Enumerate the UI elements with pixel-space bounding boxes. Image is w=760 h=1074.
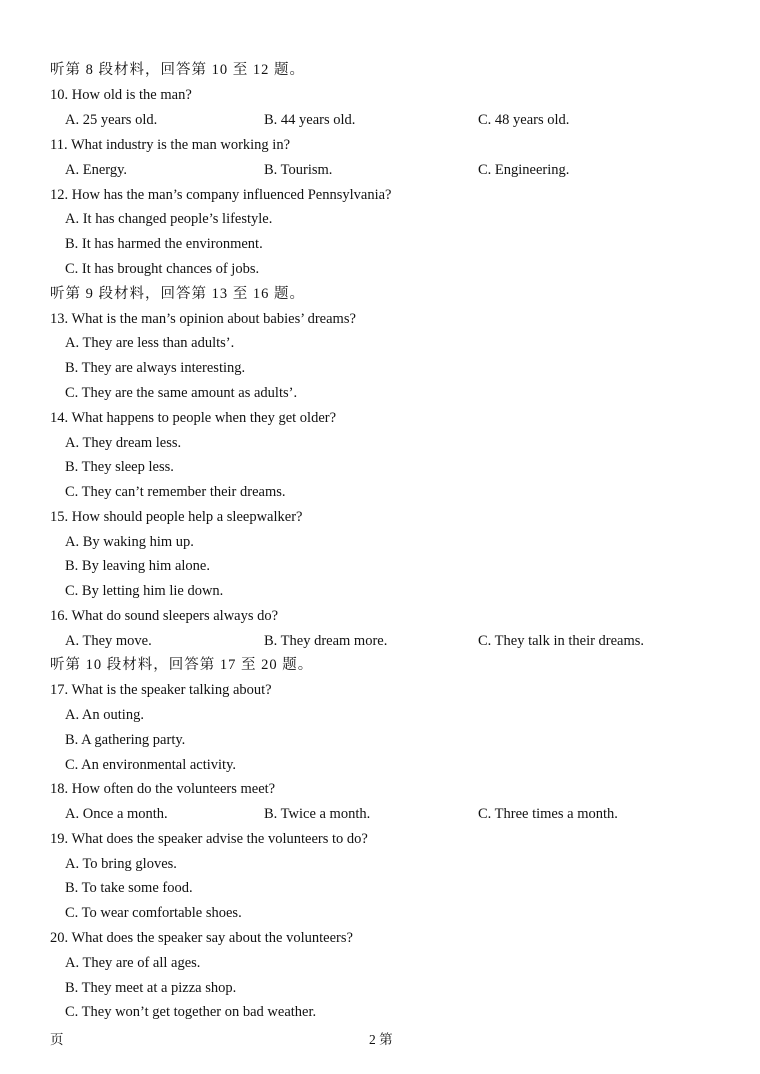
- option-c: C. By letting him lie down.: [65, 583, 224, 599]
- option-a: A. 25 years old.: [65, 112, 158, 128]
- option-a: A. An outing.: [65, 707, 144, 723]
- option-a: A. They are less than adults’.: [65, 335, 235, 351]
- option-b: B. 44 years old.: [264, 112, 356, 128]
- section-heading: 听第 8 段材料，回答第 10 至 12 题。: [50, 62, 305, 78]
- question-12: 12. How has the man’s company influenced Pennsylvania?: [50, 187, 392, 203]
- option-c: C. Three times a month.: [478, 806, 618, 822]
- question-17: 17. What is the speaker talking about?: [50, 682, 272, 698]
- option-c: C. It has brought chances of jobs.: [65, 261, 260, 277]
- option-b: B. To take some food.: [65, 880, 193, 896]
- option-b: B. By leaving him alone.: [65, 558, 210, 574]
- option-b: B. They sleep less.: [65, 459, 174, 475]
- option-b: B. It has harmed the environment.: [65, 236, 263, 252]
- option-b: B. They meet at a pizza shop.: [65, 980, 237, 996]
- option-b: B. Tourism.: [264, 162, 333, 178]
- option-c: C. They talk in their dreams.: [478, 633, 645, 649]
- section-heading: 听第 10 段材料，回答第 17 至 20 题。: [50, 657, 314, 673]
- option-a: A. Energy.: [65, 162, 128, 178]
- question-10: 10. How old is the man?: [50, 87, 192, 103]
- question-15: 15. How should people help a sleepwalker?: [50, 509, 303, 525]
- option-b: B. A gathering party.: [65, 732, 186, 748]
- option-a: A. They dream less.: [65, 435, 182, 451]
- option-c: C. To wear comfortable shoes.: [65, 905, 242, 921]
- question-14: 14. What happens to people when they get older?: [50, 410, 337, 426]
- option-a: A. They move.: [65, 633, 152, 649]
- option-b: B. They are always interesting.: [65, 360, 246, 376]
- section-heading: 听第 9 段材料，回答第 13 至 16 题。: [50, 286, 305, 302]
- question-11: 11. What industry is the man working in?: [50, 137, 291, 153]
- option-c: C. They are the same amount as adults’.: [65, 385, 298, 401]
- option-b: B. Twice a month.: [264, 806, 371, 822]
- footer-left: 页: [50, 1032, 64, 1047]
- option-a: A. To bring gloves.: [65, 856, 177, 872]
- page-number: 2 第: [369, 1032, 393, 1047]
- option-b: B. They dream more.: [264, 633, 388, 649]
- option-a: A. They are of all ages.: [65, 955, 201, 971]
- question-16: 16. What do sound sleepers always do?: [50, 608, 279, 624]
- question-20: 20. What does the speaker say about the volunteers?: [50, 930, 353, 946]
- question-19: 19. What does the speaker advise the volunteers to do?: [50, 831, 368, 847]
- option-c: C. 48 years old.: [478, 112, 570, 128]
- option-a: A. By waking him up.: [65, 534, 194, 550]
- option-c: C. They won’t get together on bad weather.: [65, 1004, 317, 1020]
- option-c: C. An environmental activity.: [65, 757, 237, 773]
- option-c: C. They can’t remember their dreams.: [65, 484, 286, 500]
- option-c: C. Engineering.: [478, 162, 570, 178]
- option-a: A. Once a month.: [65, 806, 168, 822]
- question-13: 13. What is the man’s opinion about babies’ dreams?: [50, 311, 356, 327]
- question-18: 18. How often do the volunteers meet?: [50, 781, 276, 797]
- option-a: A. It has changed people’s lifestyle.: [65, 211, 273, 227]
